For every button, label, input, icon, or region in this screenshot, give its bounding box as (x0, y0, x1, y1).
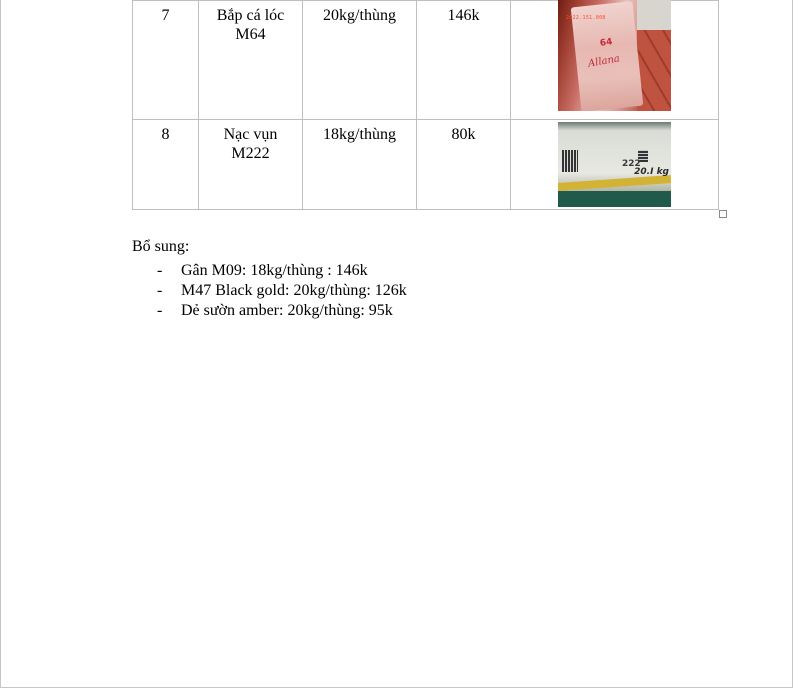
price-table (132, 0, 719, 210)
table-row (133, 1, 719, 120)
photo-timestamp: 2022.151.008 (566, 15, 606, 21)
list-item-text: Dẻ sườn amber: 20kg/thùng: 95k (181, 302, 393, 319)
photo-brand-text: Allana (587, 53, 621, 70)
cell-weight[interactable]: 20kg/thùng (303, 1, 417, 120)
cell-photo[interactable] (511, 1, 719, 120)
cell-price[interactable]: 146k (417, 1, 511, 120)
cell-photo[interactable] (511, 120, 719, 210)
photo-green-surface (558, 191, 671, 207)
photo-barcode (562, 150, 578, 172)
product-photo-bap-ca-loc[interactable] (558, 0, 671, 111)
cell-stt[interactable]: 7 (133, 1, 199, 120)
table-row (133, 120, 719, 210)
cell-product-name[interactable]: Nạc vụn M222 (199, 120, 303, 210)
photo-label-number: 64 (599, 37, 614, 49)
photo-background-wall (637, 0, 671, 30)
photo-weight-text: 20.I kg (634, 167, 669, 177)
product-photo-nac-vun[interactable] (558, 122, 671, 207)
list-item (132, 281, 407, 301)
photo-label-number: 222 (622, 159, 641, 169)
list-item-text: M47 Black gold: 20kg/thùng: 126k (181, 282, 407, 299)
list-bullet: - (157, 262, 163, 279)
supplement-list (132, 261, 407, 321)
list-bullet: - (157, 282, 163, 299)
cell-price[interactable]: 80k (417, 120, 511, 210)
list-item-text: Gân M09: 18kg/thùng : 146k (181, 262, 368, 279)
list-item (132, 301, 407, 321)
cell-weight[interactable]: 18kg/thùng (303, 120, 417, 210)
list-item (132, 261, 407, 281)
supplement-title: Bổ sung: (132, 238, 190, 255)
cell-stt[interactable]: 8 (133, 120, 199, 210)
list-bullet: - (157, 302, 163, 319)
table-resize-handle[interactable] (719, 210, 727, 218)
cell-product-name[interactable]: Bắp cá lóc M64 (199, 1, 303, 120)
